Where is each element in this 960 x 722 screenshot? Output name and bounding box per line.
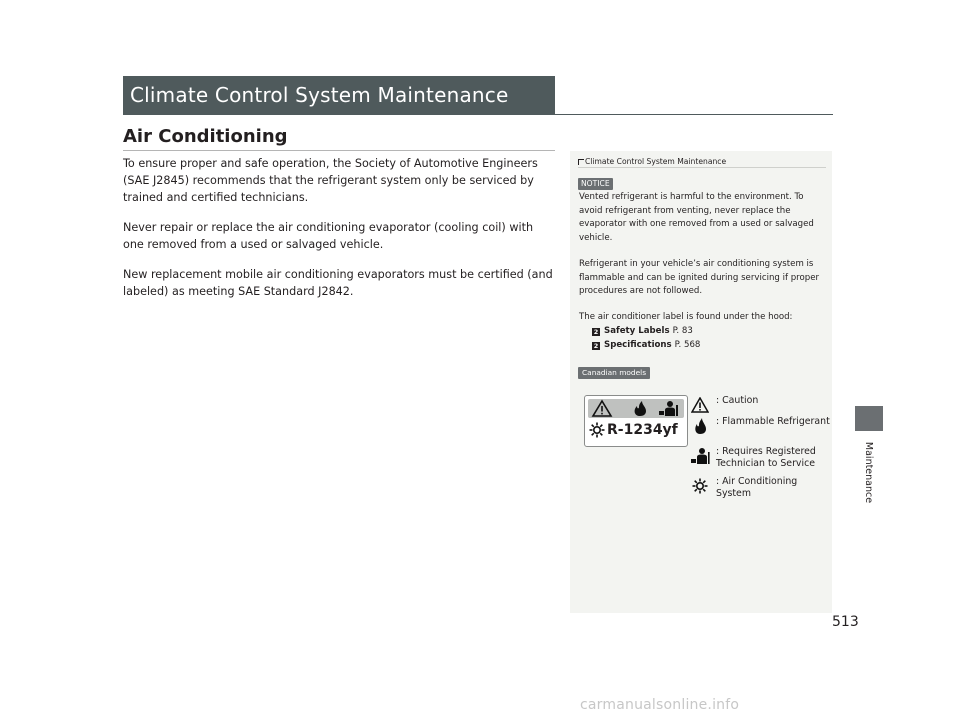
body-text bbox=[123, 155, 553, 313]
body-paragraph: New replacement mobile air conditioning evaporators must be certified (and labeled) as meeting SAE Standard J2842. bbox=[123, 268, 553, 298]
sidebar-notes bbox=[570, 151, 832, 613]
body-paragraph: Never repair or replace the air conditioning evaporator (cooling coil) with one removed from a used or salvaged vehicle. bbox=[123, 221, 534, 251]
corner-mark-icon bbox=[578, 159, 584, 165]
label-location-text: The air conditioner label is found under the hood: bbox=[579, 312, 793, 322]
refrigerant-text: Refrigerant in your vehicle’s air conditioning system is flammable and can be ignited during servicing if proper procedures are not followed. bbox=[579, 259, 820, 296]
technician-icon bbox=[690, 446, 710, 466]
legend-ac-system: : Air Conditioning System bbox=[690, 476, 831, 500]
legend-flammable: : Flammable Refrigerant bbox=[690, 416, 831, 436]
heading-rule bbox=[123, 150, 555, 151]
title-rule bbox=[555, 114, 833, 115]
sidebar-title: Climate Control System Maintenance bbox=[578, 157, 726, 166]
body-paragraph: To ensure proper and safe operation, the Society of Automotive Engineers (SAE J2845) recommends that the refrigerant system only be serviced by trained and certified technicians. bbox=[123, 157, 538, 204]
page-title: Climate Control System Maintenance bbox=[130, 83, 509, 107]
xref-page: P. 568 bbox=[674, 340, 701, 350]
legend-technician: : Requires Registered Technician to Service bbox=[690, 446, 831, 470]
sidebar-rule bbox=[578, 167, 826, 168]
notice-text: Vented refrigerant is harmful to the environment. To avoid refrigerant from venting, never replace the evaporator with one removed from a used or salvaged vehicle. bbox=[579, 192, 814, 243]
page-title-banner bbox=[123, 76, 555, 115]
label-symbols-icon bbox=[588, 399, 684, 418]
canadian-models-badge: Canadian models bbox=[578, 367, 650, 379]
refrigerant-code: R-1234yf bbox=[589, 422, 678, 438]
xref-arrow-icon: 2 bbox=[593, 341, 599, 350]
xref-safety-labels[interactable] bbox=[579, 325, 840, 339]
watermark: carmanualsonline.info bbox=[580, 697, 740, 713]
xref-page: P. 83 bbox=[672, 326, 693, 336]
xref-specifications[interactable] bbox=[579, 339, 840, 353]
flame-icon bbox=[690, 416, 710, 436]
label-symbol-strip bbox=[588, 399, 684, 418]
xref-arrow-icon: 2 bbox=[593, 327, 599, 336]
caution-icon bbox=[690, 395, 710, 415]
xref-label: Specifications bbox=[604, 340, 672, 350]
ac-system-icon bbox=[690, 476, 710, 496]
section-heading: Air Conditioning bbox=[123, 126, 288, 147]
ac-system-icon bbox=[589, 422, 605, 438]
legend-caution: : Caution bbox=[690, 395, 831, 415]
chapter-tab[interactable]: Maintenance bbox=[863, 441, 875, 503]
refrigerant-label-image bbox=[584, 395, 688, 447]
page-number: 513 bbox=[832, 614, 859, 630]
chapter-tab-block bbox=[855, 406, 883, 431]
notice-badge: NOTICE bbox=[578, 178, 613, 190]
xref-label: Safety Labels bbox=[604, 326, 670, 336]
